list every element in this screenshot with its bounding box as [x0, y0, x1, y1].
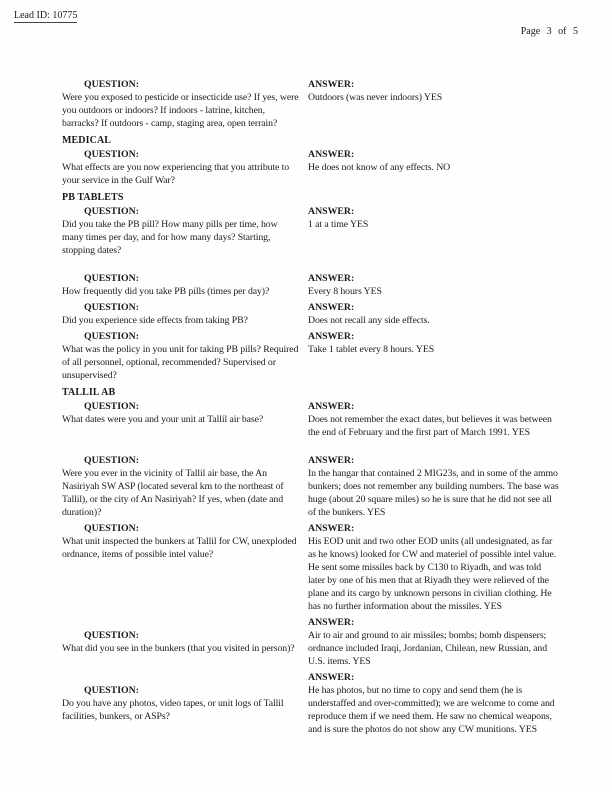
question-column — [62, 78, 300, 130]
question-column — [62, 454, 300, 519]
qa-row — [62, 78, 578, 130]
section-heading: PB TABLETS — [62, 192, 124, 203]
answer-text: In the hangar that contained 2 MIG23s, and in some of the ammo bunkers; does not remember any building numbers. The base was huge (about 20 square miles) so he is sure that he did not see all of the bunkers. YES — [308, 468, 559, 518]
question-label: QUESTION: — [84, 206, 139, 217]
answer-label: ANSWER: — [308, 273, 355, 284]
question-label: QUESTION: — [84, 455, 139, 466]
answer-column — [308, 671, 560, 736]
answer-label: ANSWER: — [308, 617, 355, 628]
question-label: QUESTION: — [84, 685, 139, 696]
question-column — [62, 272, 300, 298]
page-number: Page 3 of 5 — [520, 26, 578, 37]
answer-text: Take 1 tablet every 8 hours. YES — [308, 344, 435, 355]
qa-content — [62, 78, 578, 739]
question-text: What unit inspected the bunkers at Tallil for CW, unexploded ordnance, items of possible intel value? — [62, 536, 297, 560]
answer-text: His EOD unit and two other EOD units (all undesignated, as far as he knows) looked for CW and materiel of possible intel value. He sent some missiles back by C130 to Riyadh, and was told later by one of his men that at Riyadh they were relieved of the plane and its cargo by unknown persons in civilian clothing. He has no further information about the missiles. YES — [308, 536, 557, 612]
qa-row — [62, 272, 578, 298]
qa-row — [62, 454, 578, 519]
question-label: QUESTION: — [84, 401, 139, 412]
answer-text: Every 8 hours YES — [308, 286, 382, 297]
answer-text: He has photos, but no time to copy and send them (he is understaffed and over-committed); we are welcome to come and reproduce them if we need them. He saw no chemical weapons, and is sure the photos do not show any CW munitions. YES — [308, 685, 555, 735]
qa-row — [62, 301, 578, 327]
answer-label: ANSWER: — [308, 401, 355, 412]
question-text: Do you have any photos, video tapes, or unit logs of Tallil facilities, bunkers, or ASPs? — [62, 698, 284, 722]
question-text: Were you exposed to pesticide or insecticide use? If yes, were you outdoors or indoors? If indoors - latrine, kitchen, barracks? If outdoors - camp, staging area, open terrain? — [62, 92, 299, 129]
answer-column — [308, 272, 560, 298]
question-column — [62, 522, 300, 561]
answer-column — [308, 454, 560, 519]
question-column — [62, 301, 300, 327]
answer-label: ANSWER: — [308, 331, 355, 342]
section-heading: TALLIL AB — [62, 387, 116, 398]
question-label: QUESTION: — [84, 149, 139, 160]
answer-label: ANSWER: — [308, 672, 355, 683]
question-text: Did you experience side effects from taking PB? — [62, 315, 248, 326]
question-text: What effects are you now experiencing that you attribute to your service in the Gulf War? — [62, 162, 290, 186]
answer-label: ANSWER: — [308, 206, 355, 217]
question-column — [62, 148, 300, 187]
question-column — [62, 671, 300, 723]
answer-label: ANSWER: — [308, 455, 355, 466]
qa-row — [62, 330, 578, 382]
question-column — [62, 616, 300, 655]
qa-row — [62, 205, 578, 257]
question-text: Did you take the PB pill? How many pills per time, how many times per day, and for how many days? Starting, stopping dates? — [62, 219, 278, 256]
question-column — [62, 330, 300, 382]
answer-column — [308, 148, 560, 174]
qa-row — [62, 148, 578, 187]
question-text: How frequently did you take PB pills (times per day)? — [62, 286, 270, 297]
question-label: QUESTION: — [84, 302, 139, 313]
question-label: QUESTION: — [84, 630, 139, 641]
answer-column — [308, 400, 560, 439]
answer-label: ANSWER: — [308, 79, 355, 90]
question-text: What did you see in the bunkers (that you visited in person)? — [62, 643, 295, 654]
answer-text: Air to air and ground to air missiles; bombs; bomb dispensers; ordnance included Iraqi, Jordanian, Chilean, new Russian, and U.S. items. YES — [308, 630, 548, 667]
answer-label: ANSWER: — [308, 149, 355, 160]
question-label: QUESTION: — [84, 273, 139, 284]
answer-column — [308, 522, 560, 613]
answer-column — [308, 301, 560, 327]
answer-column — [308, 616, 560, 668]
section-heading: MEDICAL — [62, 135, 112, 146]
question-text: Were you ever in the vicinity of Tallil air base, the An Nasiriyah SW ASP (located several km to the northeast of Tallil), or the city of An Nasiriyah? If yes, when (date and duration)? — [62, 468, 284, 518]
answer-text: Does not remember the exact dates, but believes it was between the end of February and the first part of March 1991. YES — [308, 414, 552, 438]
question-text: What dates were you and your unit at Tallil air base? — [62, 414, 264, 425]
question-label: QUESTION: — [84, 79, 139, 90]
answer-text: Does not recall any side effects. — [308, 315, 430, 326]
answer-text: 1 at a time YES — [308, 219, 369, 230]
answer-column — [308, 330, 560, 356]
question-column — [62, 400, 300, 426]
question-column — [62, 205, 300, 257]
answer-text: Outdoors (was never indoors) YES — [308, 92, 443, 103]
answer-column — [308, 205, 560, 231]
qa-row — [62, 616, 578, 668]
lead-id: Lead ID: 10775 — [14, 10, 78, 21]
qa-row — [62, 671, 578, 736]
answer-label: ANSWER: — [308, 523, 355, 534]
question-text: What was the policy in you unit for taking PB pills? Required of all personnel, optional, recommended? Supervised or unsupervised? — [62, 344, 299, 381]
answer-column — [308, 78, 560, 104]
answer-label: ANSWER: — [308, 302, 355, 313]
qa-row — [62, 522, 578, 613]
question-label: QUESTION: — [84, 523, 139, 534]
answer-text: He does not know of any effects. NO — [308, 162, 451, 173]
question-label: QUESTION: — [84, 331, 139, 342]
qa-row — [62, 400, 578, 439]
